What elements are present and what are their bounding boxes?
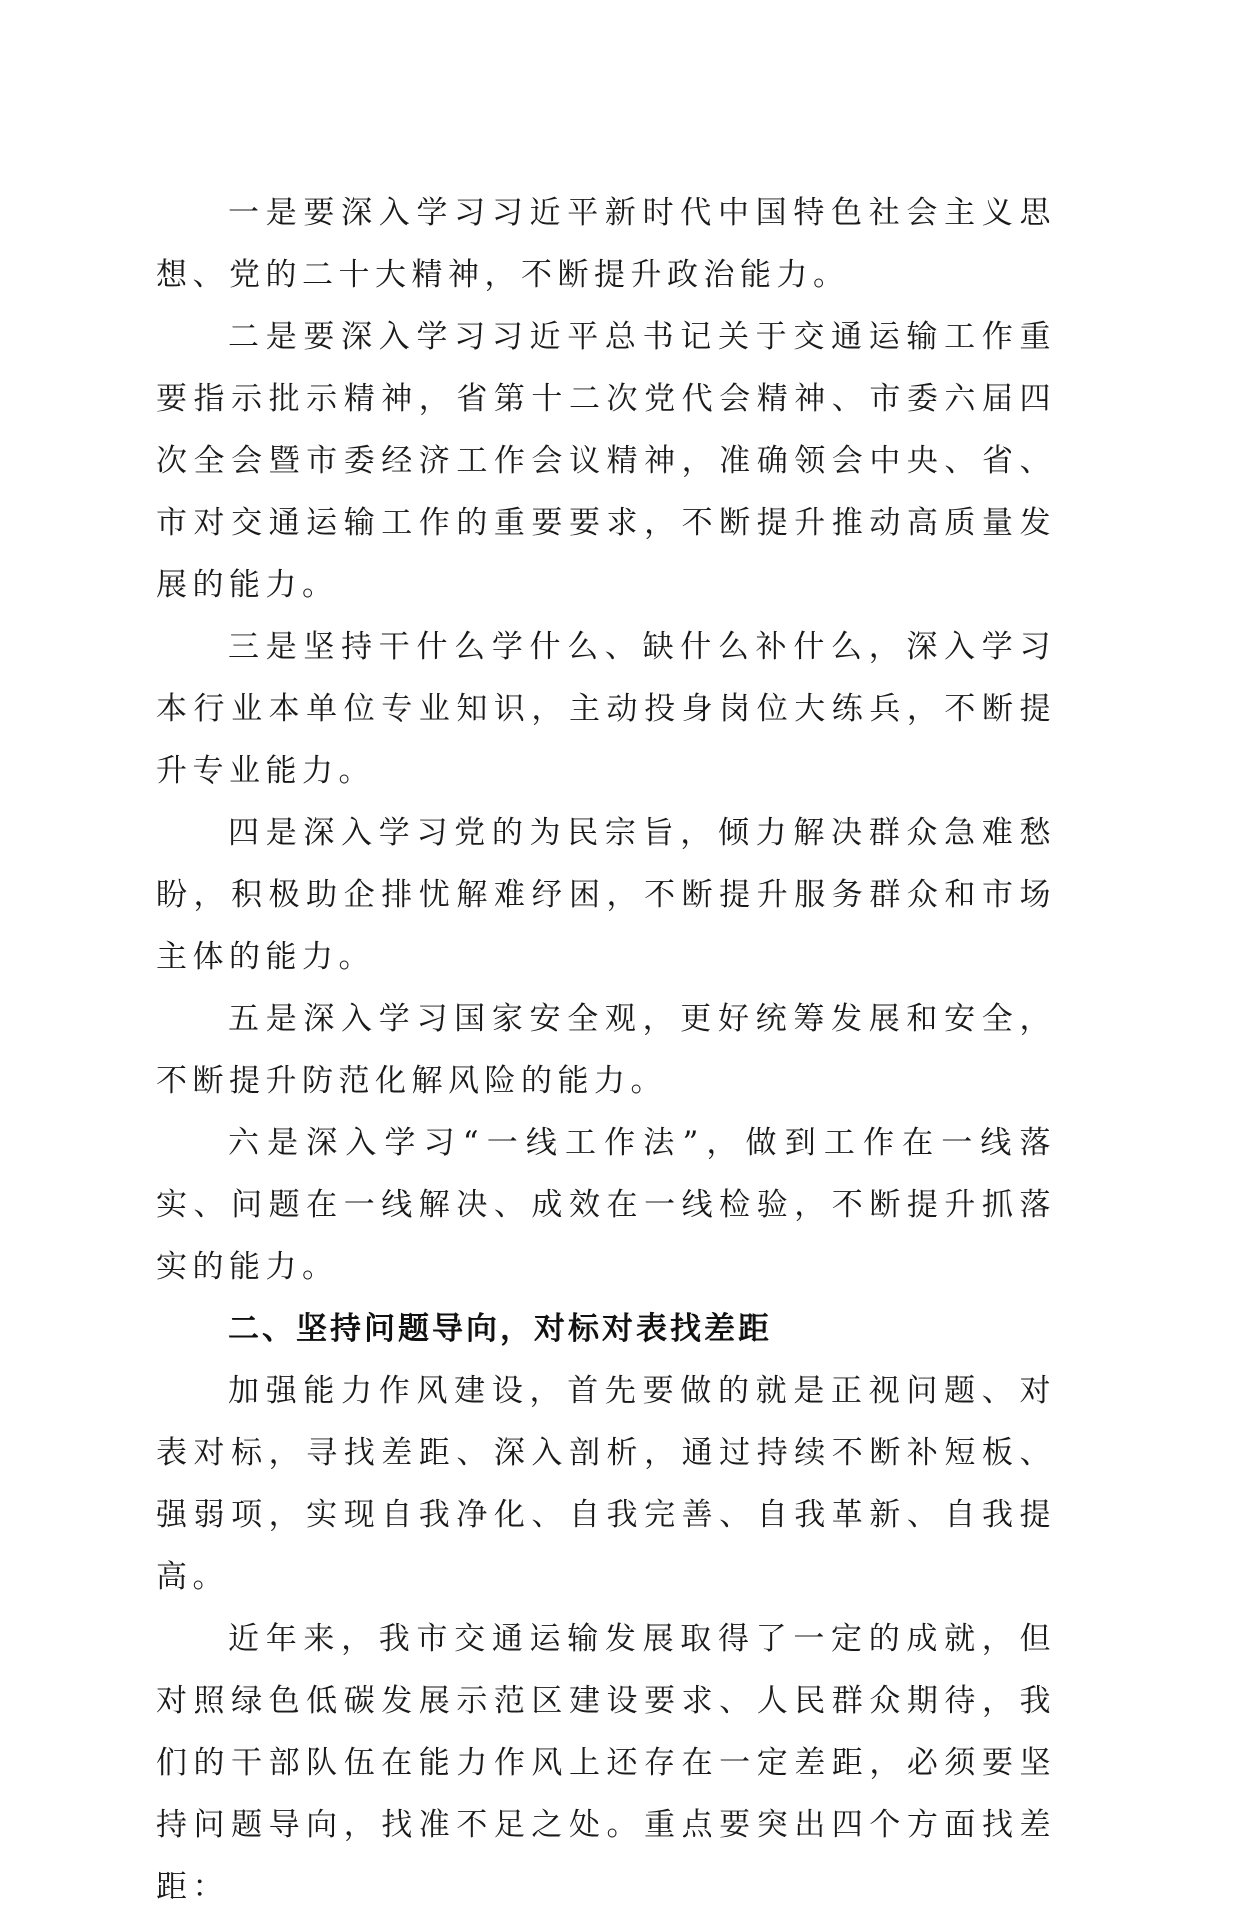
paragraph-section-intro: 加强能力作风建设，首先要做的就是正视问题、对表对标，寻找差距、深入剖析，通过持续不断补短板、强弱项，实现自我净化、自我完善、自我革新、自我提高。 xyxy=(156,1373,1056,1595)
paragraph-point-three: 三是坚持干什么学什么、缺什么补什么，深入学习本行业本单位专业知识，主动投身岗位大练兵，不断提升专业能力。 xyxy=(156,629,1056,789)
paragraph-point-four: 四是深入学习党的为民宗旨，倾力解决群众急难愁盼，积极助企排忧解难纾困，不断提升服务群众和市场主体的能力。 xyxy=(156,815,1056,975)
paragraph-point-two: 二是要深入学习习近平总书记关于交通运输工作重要指示批示精神，省第十二次党代会精神、市委六届四次全会暨市委经济工作会议精神，准确领会中央、省、市对交通运输工作的重要要求，不断提升推动高质量发展的能力。 xyxy=(156,319,1056,603)
section-heading: 二、坚持问题导向，对标对表找差距 xyxy=(228,1311,772,1347)
paragraph-point-six: 六是深入学习“一线工作法”，做到工作在一线落实、问题在一线解决、成效在一线检验，不断提升抓落实的能力。 xyxy=(156,1125,1056,1285)
paragraph-section-detail: 近年来，我市交通运输发展取得了一定的成就，但对照绿色低碳发展示范区建设要求、人民群众期待，我们的干部队伍在能力作风上还存在一定差距，必须要坚持问题导向，找准不足之处。重点要突出四个方面找差距： xyxy=(156,1621,1056,1905)
paragraph-point-one: 一是要深入学习习近平新时代中国特色社会主义思想、党的二十大精神，不断提升政治能力。 xyxy=(156,195,1056,293)
paragraph-point-five: 五是深入学习国家安全观，更好统筹发展和安全，不断提升防范化解风险的能力。 xyxy=(156,1001,1056,1099)
document-body xyxy=(156,182,1056,1918)
